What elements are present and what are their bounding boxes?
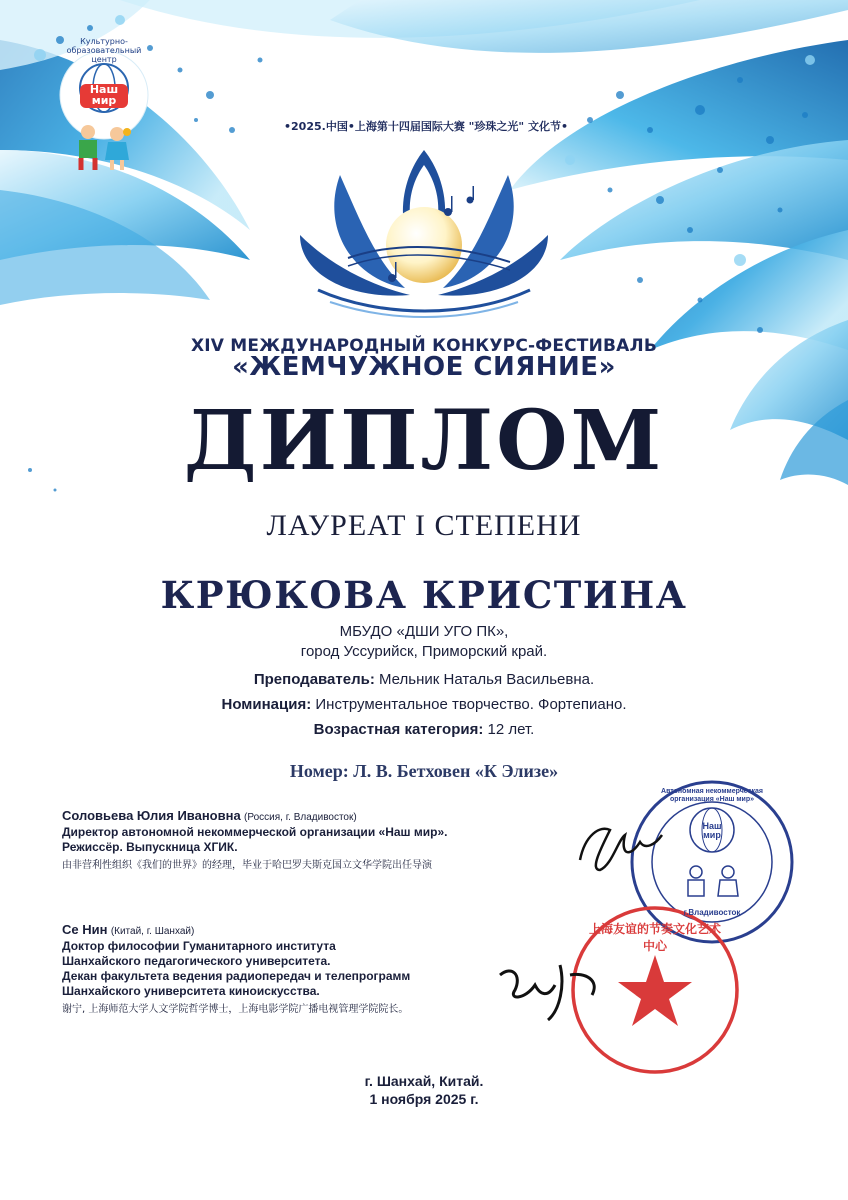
signatory-1 <box>62 808 532 873</box>
contest-title-line2: «ЖЕМЧУЖНОЕ СИЯНИЕ» <box>232 352 616 382</box>
nomination-line <box>0 695 848 715</box>
signatory-2 <box>62 922 522 1017</box>
signatory-2-role1: Доктор философии Гуманитарного института <box>62 939 336 953</box>
signatory-1-chinese: 由非营利性组织《我们的世界》的经理，毕业于哈巴罗夫斯克国立文华学院出任导演 <box>62 860 432 871</box>
blue-stamp-logo-line2: мир <box>703 830 721 840</box>
red-stamp-ring-text: 上海友谊的节奏文化艺术中心 <box>588 922 721 953</box>
signatory-1-location: (Россия, г. Владивосток) <box>244 812 357 823</box>
age-value: 12 лет. <box>487 721 535 738</box>
award-degree: ЛАУРЕАТ I СТЕПЕНИ <box>266 509 582 542</box>
contest-title-line1: XIV МЕЖДУНАРОДНЫЙ КОНКУРС-ФЕСТИВАЛЬ <box>190 336 658 356</box>
footer-place-date <box>300 1072 548 1108</box>
teacher-line <box>0 670 848 690</box>
teacher-label: Преподаватель: <box>253 671 375 688</box>
participant-name: КРЮКОВА КРИСТИНА <box>160 573 688 617</box>
footer-place: г. Шанхай, Китай. <box>364 1073 484 1089</box>
signatory-1-name: Соловьева Юлия Ивановна <box>62 808 241 823</box>
diploma-title: ДИПЛОМ <box>183 393 665 489</box>
nomination-label: Номинация: <box>221 696 312 713</box>
org-logo-ring-text: Культурно-образовательный центр <box>66 37 142 64</box>
nomination-value: Инструментальное творчество. Фортепиано. <box>315 696 627 713</box>
teacher-name: Мельник Наталья Васильевна. <box>379 671 595 688</box>
org-logo-name-line1: Наш <box>89 83 119 96</box>
signatory-1-header <box>62 808 532 825</box>
signatory-2-role3: Декан факультета ведения радиопередач и телепрограмм <box>62 969 411 983</box>
signatory-2-chinese: 谢宁, 上海师范大学人文学院哲学博士，上海电影学院广播电视管理学院院长。 <box>62 1004 409 1015</box>
signatory-2-role2: Шанхайского педагогического университета. <box>62 954 331 968</box>
footer-date: 1 ноября 2025 г. <box>369 1091 479 1107</box>
signatory-2-role4: Шанхайского университета киноискусства. <box>62 984 320 998</box>
blue-stamp-city: г.Владивосток <box>683 908 741 917</box>
signatory-1-role2: Режиссёр. Выпускница ХГИК. <box>62 840 238 854</box>
age-label: Возрастная категория: <box>313 721 484 738</box>
org-logo-name <box>80 84 128 106</box>
blue-stamp-ring-text: Автономная некоммерческая организация «Наш мир» <box>661 788 763 803</box>
org-logo <box>60 37 148 139</box>
event-logo-graphic <box>300 150 548 317</box>
signatory-2-header <box>62 922 522 939</box>
org-logo-name-line2: мир <box>91 94 117 107</box>
blue-stamp-logo-line1: Наш <box>702 821 722 831</box>
signatory-2-location: (Китай, г. Шанхай) <box>110 926 195 937</box>
event-logo-arc-text: •2025.中国•上海第十四届国际大赛 "珍珠之光" 文化节• <box>284 120 569 133</box>
blue-stamp <box>632 782 792 942</box>
signatory-1-role1: Директор автономной некоммерческой организации «Наш мир». <box>62 825 448 839</box>
blue-stamp-logo <box>692 822 732 840</box>
signatory-2-name: Се Нин <box>62 922 108 937</box>
city: город Уссурийск, Приморский край. <box>300 643 548 660</box>
school: МБУДО «ДШИ УГО ПК», <box>339 623 509 640</box>
age-line <box>0 720 848 740</box>
performance: Номер: Л. В. Бетховен «К Элизе» <box>289 761 559 781</box>
